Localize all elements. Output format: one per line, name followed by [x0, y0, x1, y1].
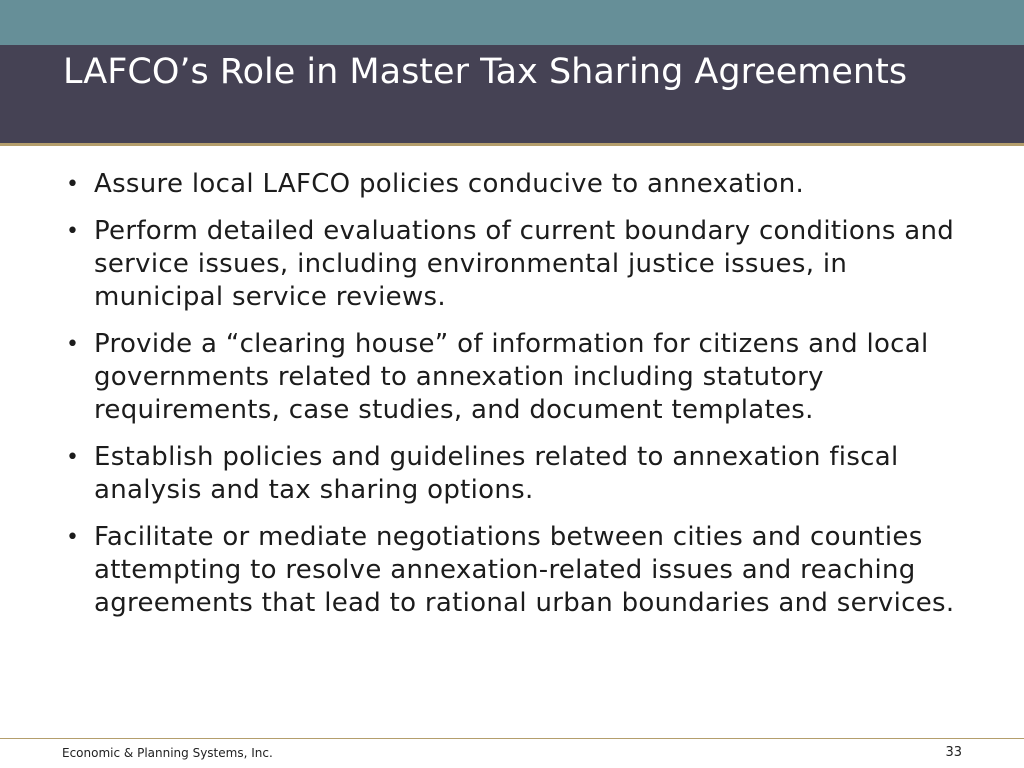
- bullet-text: Perform detailed evaluations of current boundary conditions and service issues, including environmental justice issues, in municipal service reviews.: [94, 216, 955, 312]
- bullet-list: [62, 168, 962, 620]
- footer-divider: [0, 738, 1024, 739]
- bullet-text: Establish policies and guidelines related to annexation fiscal analysis and tax sharing options.: [94, 442, 899, 505]
- bullet-item: [62, 441, 962, 507]
- bullet-icon: •: [66, 445, 80, 470]
- bullet-text: Provide a “clearing house” of information for citizens and local governments related to annexation including statutory requirements, case studies, and document templates.: [94, 329, 929, 425]
- bullet-icon: •: [66, 525, 80, 550]
- header-top-band: [0, 0, 1024, 45]
- bullet-item: [62, 328, 962, 427]
- bullet-item: [62, 521, 962, 620]
- bullet-item: [62, 168, 962, 201]
- bullet-item: [62, 215, 962, 314]
- bullet-icon: •: [66, 172, 80, 197]
- title-divider: [0, 143, 1024, 146]
- slide-body: [62, 168, 962, 634]
- page-number: 33: [945, 745, 962, 760]
- bullet-icon: •: [66, 219, 80, 244]
- bullet-text: Facilitate or mediate negotiations between cities and counties attempting to resolve annexation-related issues and reaching agreements that lead to rational urban boundaries and services.: [94, 522, 955, 618]
- bullet-icon: •: [66, 332, 80, 357]
- slide-title: LAFCO’s Role in Master Tax Sharing Agreements: [63, 52, 908, 92]
- footer-company: Economic & Planning Systems, Inc.: [62, 746, 273, 760]
- bullet-text: Assure local LAFCO policies conducive to annexation.: [94, 169, 805, 199]
